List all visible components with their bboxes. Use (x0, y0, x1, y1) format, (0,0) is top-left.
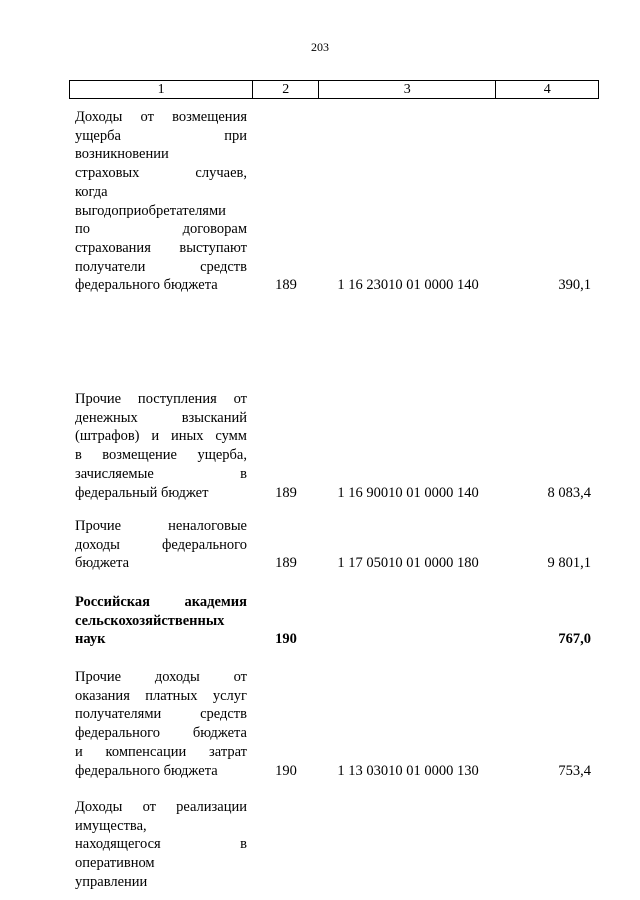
row-name-line: ущерба при (75, 127, 247, 144)
row-revenue-code: 1 13 03010 01 0000 130 (337, 762, 479, 779)
row-name-line: Прочие доходы от (75, 669, 247, 685)
row-admin-code: 190 (275, 631, 297, 648)
row-name-line: когда (75, 183, 108, 200)
row-name-line: федерального бюджета (75, 277, 218, 294)
row-name (69, 517, 253, 573)
row-name-line: бюджета (75, 555, 130, 572)
row-name-line: находящегося в (75, 836, 247, 853)
row-name-line: имущества, (75, 817, 147, 834)
table-row (69, 390, 599, 502)
row-name-line: оказания платных услуг (75, 687, 247, 704)
row-name-line: оперативном (75, 855, 155, 872)
row-name-line: страховых случаев, (75, 165, 247, 182)
row-admin-code: 190 (275, 762, 297, 779)
row-name (69, 108, 253, 295)
row-name-line: по договорам (75, 221, 247, 238)
row-name-line: федерального бюджета (75, 725, 247, 742)
row-name-line: и компенсации затрат (75, 743, 247, 760)
row-name-line: получатели средств (75, 258, 247, 275)
row-name-line: в возмещение ущерба, (75, 447, 247, 464)
table-row (69, 108, 599, 295)
row-name-line: возникновении (75, 146, 169, 163)
row-name-line: сельскохозяйственных (75, 612, 225, 629)
row-name-line: доходы федерального (75, 536, 247, 553)
row-admin-code: 189 (275, 277, 297, 294)
row-admin-code: 189 (275, 555, 297, 572)
table-row (69, 593, 599, 649)
row-name-line: зачисляемые в (75, 465, 247, 482)
table-header (69, 80, 599, 99)
row-name-line: страхования выступают (75, 239, 247, 256)
page-number: 203 (311, 40, 329, 54)
row-revenue-code: 1 16 90010 01 0000 140 (337, 484, 479, 501)
row-name (69, 668, 253, 780)
row-amount: 9 801,1 (547, 555, 591, 572)
row-name-line: Прочие неналоговые (75, 518, 247, 534)
row-name-line: федерального бюджета (75, 762, 218, 779)
row-amount: 390,1 (558, 277, 591, 294)
row-name-line: выгодоприобретателями (75, 202, 226, 219)
row-name-line: получателями средств (75, 706, 247, 723)
row-name-line: Доходы от реализации (75, 799, 247, 815)
row-revenue-code: 1 16 23010 01 0000 140 (337, 277, 479, 294)
table-row (69, 798, 599, 892)
row-name-line: Российская академия (75, 594, 247, 610)
revenue-table (69, 80, 599, 890)
row-name-line: управлении (75, 873, 148, 890)
row-name-line: федеральный бюджет (75, 484, 209, 501)
header-col-3: 3 (319, 81, 496, 98)
row-amount: 753,4 (558, 762, 591, 779)
row-name-line: (штрафов) и иных сумм (75, 428, 247, 445)
header-col-2: 2 (253, 81, 319, 98)
row-name-line: наук (75, 631, 106, 648)
header-col-4: 4 (543, 81, 551, 97)
row-revenue-code: 1 17 05010 01 0000 180 (337, 555, 479, 572)
table-row (69, 517, 599, 573)
row-admin-code: 189 (275, 484, 297, 501)
header-col-1: 1 (70, 81, 253, 98)
row-name (69, 593, 253, 649)
row-name-line: Прочие поступления от (75, 391, 247, 407)
row-amount: 8 083,4 (547, 484, 591, 501)
row-name (69, 798, 253, 892)
row-name (69, 390, 253, 502)
table-row (69, 668, 599, 780)
row-name-line: денежных взысканий (75, 409, 247, 426)
row-amount: 767,0 (558, 631, 591, 648)
row-name-line: Доходы от возмещения (75, 109, 247, 125)
